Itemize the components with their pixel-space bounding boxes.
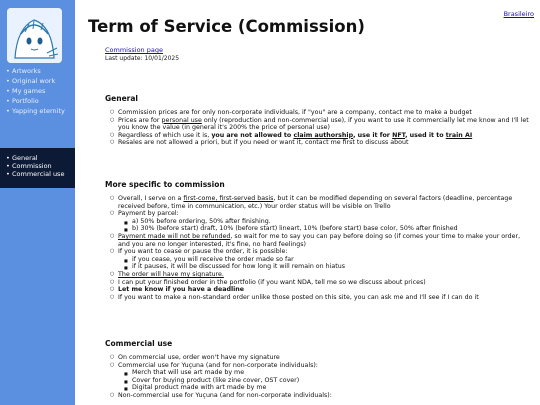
commission-page-link[interactable]: Commission page	[105, 46, 163, 54]
section-link-commission[interactable]: • Commission	[6, 162, 52, 170]
list-item: ○ Resales are not allowed a priori, but if you need or want it, contact me first to discuss about	[110, 139, 530, 147]
list-item: ○ Overall, I serve on a first-come, first-served basis, but it can be modified depending on several factors (deadline, percentage received before, time in communication, etc.) Your order status will be visible on Trello	[110, 195, 530, 210]
list-item: ○ Non-commercial use for Yuçuna (and for non-corporate individuals):	[110, 392, 530, 400]
list-item: ■ Merch that will use art made by me	[124, 369, 530, 377]
sidebar-item-portfolio[interactable]: • Portfolio	[6, 97, 39, 105]
page-title: Term of Service (Commission)	[88, 17, 365, 36]
list-item: ■ Cover for buying product (like zine cover, OST cover)	[124, 377, 530, 385]
sidebar	[0, 0, 75, 405]
list-item: ○ Prices are for personal use only (reproduction and non-commercial use), if you want to use it commercially let me know and I'll let you know the value (in general it's 200% the price of personal use)	[110, 117, 530, 132]
list-item: ○ On commercial use, order won't have my signature	[110, 354, 530, 362]
sidebar-item-yapping-eternity[interactable]: • Yapping eternity	[6, 107, 65, 115]
sidebar-item-my-games[interactable]: • My games	[6, 87, 46, 95]
list-item: ■ b) 30% (before start) draft, 10% (before start) lineart, 10% (before start) base color, 50% after finished	[124, 225, 530, 233]
list-item: ■ a) 50% before ordering, 50% after finishing.	[124, 218, 530, 226]
section-link-general[interactable]: • General	[6, 154, 38, 162]
commercial-sublist	[118, 369, 530, 392]
section-link-commercial-use[interactable]: • Commercial use	[6, 170, 65, 178]
page-section-nav	[0, 148, 75, 188]
list-item: ○ Commercial use for Yuçuna (and for non-corporate individuals): ■ Merch that will use art made by me ■ Cover for buying product (like zine cover, OST cover) ■ Digital product made with art made by me	[110, 362, 530, 392]
list-item: ○ If you want to make a non-standard order unlike those posted on this site, you can ask me and I'll see if I can do it	[110, 294, 530, 302]
section-heading-commercial-use: Commercial use	[105, 339, 173, 348]
list-item: ○ I can put your finished order in the portfolio (if you want NDA, tell me so we discuss about prices)	[110, 279, 530, 287]
sidebar-nav	[0, 67, 75, 117]
general-list	[110, 109, 530, 147]
sidebar-item-original-work[interactable]: • Original work	[6, 77, 56, 85]
last-update: Last update: 10/01/2025	[105, 55, 180, 62]
list-item: ○ If you want to cease or pause the order, it is possible: ■ if you cease, you will receive the order made so far ■ if it pauses, it will be discussed for how long it will remain on hiatus	[110, 248, 530, 271]
sidebar-item-artworks[interactable]: • Artworks	[6, 67, 41, 75]
language-link[interactable]: Brasileiro	[503, 10, 534, 18]
list-item: ■ if it pauses, it will be discussed for how long it will remain on hiatus	[124, 263, 530, 271]
list-item: ○ Commission prices are for only non-corporate individuals, if "you" are a company, contact me to make a budget	[110, 109, 530, 117]
commission-list	[110, 195, 530, 301]
avatar-drawing	[7, 8, 62, 63]
list-item: ○ Payment by parcel: ■ a) 50% before ordering, 50% after finishing. ■ b) 30% (before start) draft, 10% (before start) lineart, 10% (before start) base color, 50% after finished	[110, 210, 530, 233]
commercial-list	[110, 354, 530, 400]
avatar[interactable]	[7, 8, 62, 63]
list-item: ■ Digital product made with art made by me	[124, 384, 530, 392]
payment-sublist	[118, 218, 530, 233]
cease-sublist	[118, 256, 530, 271]
list-item: ○ Let me know if you have a deadline	[110, 286, 530, 294]
list-item: ○ Regardless of which use it is, you are not allowed to claim authorship, use it for NFT, used it to train AI	[110, 132, 530, 140]
list-item: ○ The order will have my signature.	[110, 271, 530, 279]
list-item: ■ if you cease, you will receive the order made so far	[124, 256, 530, 264]
section-heading-general: General	[105, 94, 138, 103]
section-heading-commission: More specific to commission	[105, 180, 225, 189]
list-item: ○ Payment made will not be refunded, so wait for me to say you can pay before doing so (if comes your time to make your order, and you are no longer interested, it's fine, no hard feelings)	[110, 233, 530, 248]
